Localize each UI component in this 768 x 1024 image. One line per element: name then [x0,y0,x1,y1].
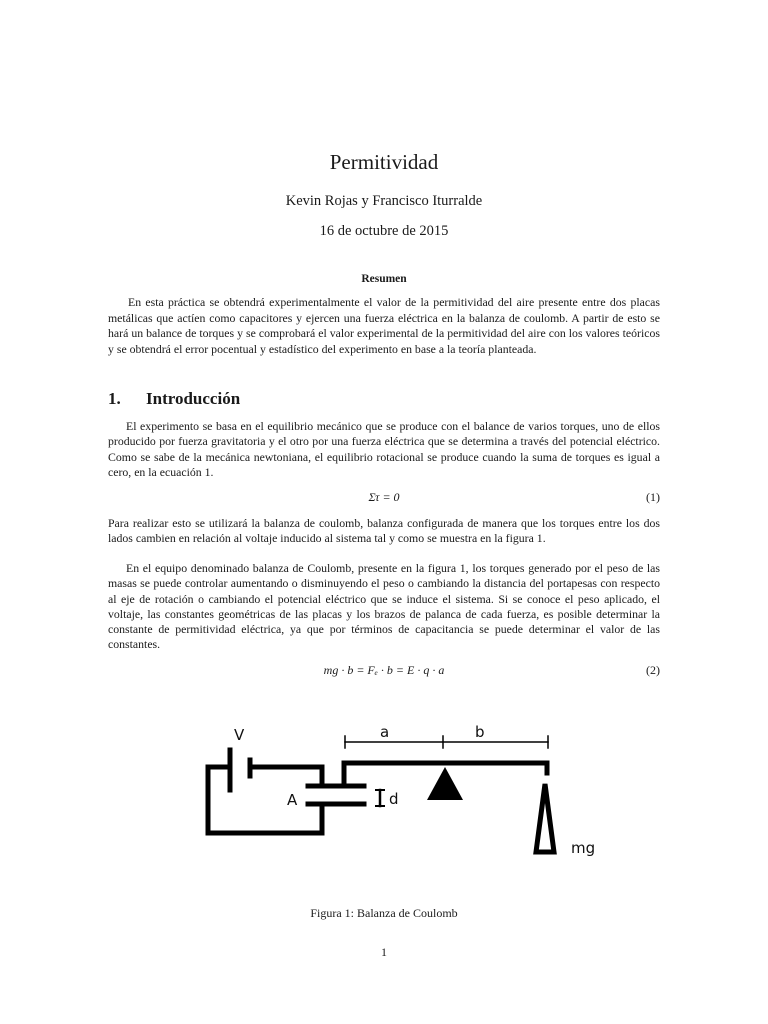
circuit-wire-upper [250,767,322,784]
equation-2-expr: mg · b = Fₑ · b = E · q · a [323,663,445,677]
coulomb-balance-figure [195,718,615,863]
label-area: A [287,791,298,809]
paper-authors: Kevin Rojas y Francisco Iturralde [285,193,483,209]
abstract-heading: Resumen [361,273,407,285]
weight-hanger [536,784,554,852]
page-number: 1 [381,945,387,959]
label-gap: d [389,790,399,808]
section-number: 1. [108,389,121,408]
paper-date: 16 de octubre de 2015 [319,223,449,239]
fulcrum-triangle [427,767,463,800]
abstract-text: En esta práctica se obtendrá experimentalmente el valor de la permitividad del aire presente entre dos placas metálicas que actíen como capacitores y ejercen una fuerza eléctrica en la balanza de coulomb. A partir de esto se hará un balance de torques y se comprobará el valor experimental de la permitividad del aire con los valores teóricos y se obtendrá el error pocentual y estadístico del experimento en base a la teoría planteada. [108,295,660,356]
label-weight: mg [571,839,596,857]
equation-1-tag: (1) [646,490,660,504]
paper-title: Permitividad [329,150,439,174]
paragraph-3: En el equipo denominado balanza de Coulomb, presente en la figura 1, los torques generado por el peso de las masas se puede controlar aumentando o disminuyendo el peso o cambiando la distancia del portapesas con respecto al eje de rotación o cambiando el potencial eléctrico que se induce el sistema. Si se conoce el peso aplicado, el voltaje, las constantes geométricas de las placas y los brazos de palanca de cada fuerza, es posible determinar la constante de permitividad eléctrica, ya que por términos de capacitancia se puede determinar el valor de las constantes. [108,561,660,652]
paragraph-1: El experimento se basa en el equilibrio mecánico que se produce con el balance de varios torques, uno de ellos producido por fuerza gravitatoria y el otro por una fuerza eléctrica que se determina a través del potencial eléctrico. Como se sabe de la mecánica newtoniana, el equilibrio rotacional se produce cuando la suma de torques es igual a cero, en la ecuación 1. [108,419,660,479]
equation-1-expr: Στ = 0 [368,490,400,504]
equation-2-tag: (2) [646,663,660,677]
label-arm-b: b [475,723,485,741]
section-title: Introducción [146,389,241,408]
section-heading [108,389,240,409]
label-arm-a: a [380,723,390,741]
circuit-wire-lower [208,767,322,833]
paragraph-2: Para realizar esto se utilizará la balanza de coulomb, balanza configurada de manera que los torques entre los dos lados cambien en relación al voltaje inducido al sistema tal y como se muestra en la figura 1. [108,516,660,546]
label-voltage: V [234,726,245,744]
figure-caption: Figura 1: Balanza de Coulomb [310,906,458,920]
